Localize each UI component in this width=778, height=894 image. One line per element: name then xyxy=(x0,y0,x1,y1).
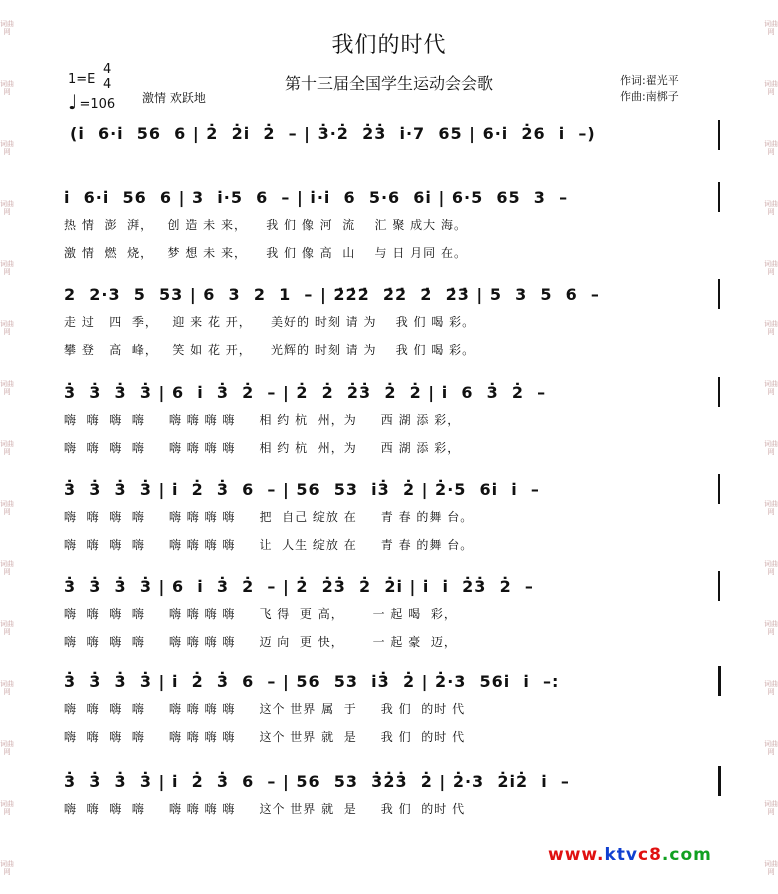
watermark-com: .com xyxy=(661,845,712,865)
tempo-marking xyxy=(68,92,115,112)
side-watermark-mark: 词曲网 xyxy=(764,740,778,756)
side-watermark-mark: 词曲网 xyxy=(764,260,778,276)
lyric-line-verse-1: 走 过 四 季， 迎 来 花 开， 美好的 时刻 请 为 我 们 喝 彩。 xyxy=(64,315,476,329)
lyric-line-verse-1: 热 情 澎 湃， 创 造 未 来， 我 们 像 河 流 汇 聚 成大 海。 xyxy=(64,218,467,232)
system-barline xyxy=(718,182,720,212)
lyric-line-verse-1: 嗨 嗨 嗨 嗨 嗨 嗨 嗨 嗨 这个 世界 就 是 我 们 的时 代 xyxy=(64,802,466,816)
song-title: 我们的时代 xyxy=(331,33,447,58)
side-watermark-mark: 词曲网 xyxy=(0,320,14,336)
lyric-line-verse-2: 嗨 嗨 嗨 嗨 嗨 嗨 嗨 嗨 让 人生 绽放 在 青 春 的舞 台。 xyxy=(64,538,474,552)
system-barline xyxy=(718,279,720,309)
notation-line: 2 2·3 5 53 | 6 3 2 1 – | 2̇2̇2̇ 2̇2̇ 2̇ 2̇3̇ | 5 3 5 6 – xyxy=(64,285,600,304)
side-watermark-mark: 词曲网 xyxy=(764,620,778,636)
notation-line: 3̇ 3̇ 3̇ 3̇ | i̇ 2̇ 3̇ 6 – | 56 53 i̇3̇ 2̇ | 2̇·5 6i̇ i̇ – xyxy=(64,480,540,499)
lyricist-credit: 作词:翟光平 xyxy=(620,74,679,87)
lyric-line-verse-2: 嗨 嗨 嗨 嗨 嗨 嗨 嗨 嗨 这个 世界 就 是 我 们 的时 代 xyxy=(64,730,466,744)
side-watermark-mark: 词曲网 xyxy=(0,740,14,756)
lyric-line-verse-1: 嗨 嗨 嗨 嗨 嗨 嗨 嗨 嗨 这个 世界 属 于 我 们 的时 代 xyxy=(64,702,466,716)
side-watermark-mark: 词曲网 xyxy=(0,260,14,276)
side-watermark-mark: 词曲网 xyxy=(0,440,14,456)
left-watermark-strip xyxy=(0,0,14,894)
lyric-line-verse-2: 攀 登 高 峰， 笑 如 花 开， 光辉的 时刻 请 为 我 们 喝 彩。 xyxy=(64,343,476,357)
tempo-value: =106 xyxy=(79,97,116,112)
final-barline xyxy=(718,766,721,796)
side-watermark-mark: 词曲网 xyxy=(764,320,778,336)
side-watermark-mark: 词曲网 xyxy=(764,80,778,96)
side-watermark-mark: 词曲网 xyxy=(764,440,778,456)
side-watermark-mark: 词曲网 xyxy=(0,380,14,396)
key-signature: 1=E xyxy=(68,72,96,87)
time-signature-top: 4 xyxy=(103,62,112,77)
intro-barline xyxy=(718,120,720,150)
side-watermark-mark: 词曲网 xyxy=(764,200,778,216)
side-watermark-mark: 词曲网 xyxy=(0,80,14,96)
side-watermark-mark: 词曲网 xyxy=(0,200,14,216)
intro-notation: (i̇ 6·i̇ 56 6 | 2̇ 2̇i̇ 2̇ – | 3̇·2̇ 2̇3̇ i̇·7 65 | 6·i̇ 2̇6 i̇ –) xyxy=(70,124,596,143)
notation-line: 3̇ 3̇ 3̇ 3̇ | i̇ 2̇ 3̇ 6 – | 56 53 i̇3̇ 2̇ | 2̇·3 56i̇ i̇ –: xyxy=(64,672,560,691)
side-watermark-mark: 词曲网 xyxy=(764,800,778,816)
watermark-ktv: ktv xyxy=(604,845,639,865)
right-watermark-strip xyxy=(764,0,778,894)
site-watermark xyxy=(548,845,712,865)
song-subtitle: 第十三届全国学生运动会会歌 xyxy=(284,74,493,93)
side-watermark-mark: 词曲网 xyxy=(0,20,14,36)
side-watermark-mark: 词曲网 xyxy=(764,140,778,156)
side-watermark-mark: 词曲网 xyxy=(0,680,14,696)
watermark-c8: c8 xyxy=(638,845,662,865)
lyric-line-verse-2: 嗨 嗨 嗨 嗨 嗨 嗨 嗨 嗨 相 约 杭 州，为 西 湖 添 彩， xyxy=(64,441,461,455)
side-watermark-mark: 词曲网 xyxy=(764,20,778,36)
side-watermark-mark: 词曲网 xyxy=(764,560,778,576)
system-barline xyxy=(718,571,720,601)
final-barline xyxy=(718,666,721,696)
side-watermark-mark: 词曲网 xyxy=(0,140,14,156)
lyric-line-verse-1: 嗨 嗨 嗨 嗨 嗨 嗨 嗨 嗨 相 约 杭 州，为 西 湖 添 彩， xyxy=(64,413,461,427)
side-watermark-mark: 词曲网 xyxy=(0,560,14,576)
expression-marking: 激情 欢跃地 xyxy=(142,91,206,105)
side-watermark-mark: 词曲网 xyxy=(764,680,778,696)
lyric-line-verse-2: 激 情 燃 烧， 梦 想 未 来， 我 们 像 高 山 与 日 月同 在。 xyxy=(64,246,467,260)
side-watermark-mark: 词曲网 xyxy=(764,500,778,516)
watermark-www: www. xyxy=(548,845,605,865)
side-watermark-mark: 词曲网 xyxy=(764,860,778,876)
system-barline xyxy=(718,377,720,407)
notation-line: i̇ 6·i̇ 56 6 | 3 i̇·5 6 – | i̇·i̇ 6 5·6 6i̇ | 6·5 65 3 – xyxy=(64,188,569,207)
composer-credit: 作曲:南梆子 xyxy=(620,90,679,103)
lyric-line-verse-1: 嗨 嗨 嗨 嗨 嗨 嗨 嗨 嗨 把 自己 绽放 在 青 春 的舞 台。 xyxy=(64,510,474,524)
time-signature-bottom: 4 xyxy=(103,77,112,92)
side-watermark-mark: 词曲网 xyxy=(0,500,14,516)
lyric-line-verse-1: 嗨 嗨 嗨 嗨 嗨 嗨 嗨 嗨 飞 得 更 高， 一 起 喝 彩， xyxy=(64,607,457,621)
quarter-note-icon: ♩ xyxy=(68,90,78,114)
side-watermark-mark: 词曲网 xyxy=(0,620,14,636)
notation-line: 3̇ 3̇ 3̇ 3̇ | i̇ 2̇ 3̇ 6 – | 56 53 3̇2̇3̇ 2̇ | 2̇·3 2̇i̇2̇ i̇ – xyxy=(64,772,570,791)
lyric-line-verse-2: 嗨 嗨 嗨 嗨 嗨 嗨 嗨 嗨 迈 向 更 快， 一 起 豪 迈， xyxy=(64,635,457,649)
side-watermark-mark: 词曲网 xyxy=(0,800,14,816)
notation-line: 3̇ 3̇ 3̇ 3̇ | 6 i̇ 3̇ 2̇ – | 2̇ 2̇ 2̇3̇ 2̇ 2̇ | i̇ 6 3̇ 2̇ – xyxy=(64,383,547,402)
side-watermark-mark: 词曲网 xyxy=(764,380,778,396)
side-watermark-mark: 词曲网 xyxy=(0,860,14,876)
system-barline xyxy=(718,474,720,504)
notation-line: 3̇ 3̇ 3̇ 3̇ | 6 i̇ 3̇ 2̇ – | 2̇ 2̇3̇ 2̇ 2̇i̇ | i̇ i̇ 2̇3̇ 2̇ – xyxy=(64,577,534,596)
